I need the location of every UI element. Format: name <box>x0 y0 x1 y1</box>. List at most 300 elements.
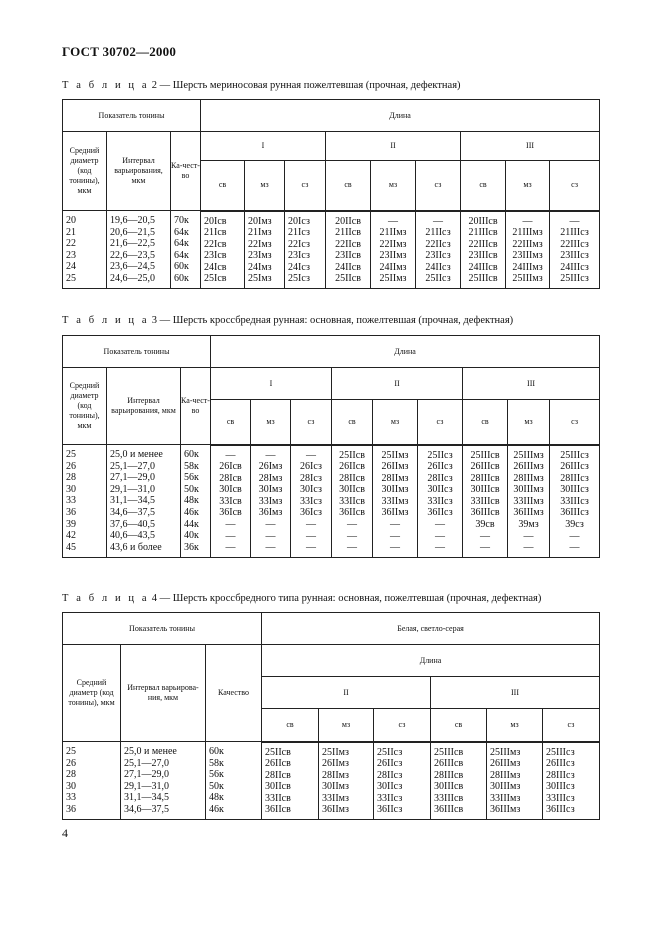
table-cell: 40,6—43,5 <box>110 530 155 542</box>
table-cell: 33IIIсз <box>546 792 575 804</box>
table2-col-I-mz <box>245 211 285 289</box>
table3 <box>62 335 600 558</box>
table-cell: — <box>265 519 276 531</box>
table2-header-diameter: Средний диаметр (код тонины), мкм <box>63 132 107 211</box>
table-cell: 39 <box>66 518 76 530</box>
table4-col-III-mz <box>487 742 543 820</box>
table2-subcol: мз <box>371 161 416 211</box>
table2-header-length: Длина <box>201 100 600 132</box>
table4-col-II-sz <box>374 742 431 820</box>
table-cell: 33 <box>66 792 76 804</box>
table-cell: 20IIсв <box>335 215 361 227</box>
table2-subcol: сз <box>285 161 326 211</box>
table-cell: 25IIIсв <box>470 449 500 461</box>
table-cell: 58к <box>184 460 199 472</box>
table-cell: 48к <box>184 495 199 507</box>
table-cell: 33Iмз <box>258 495 283 507</box>
table4-body-row <box>63 742 600 820</box>
table-cell: — <box>390 542 401 554</box>
table-cell: 58к <box>209 757 224 769</box>
table-cell: 33IIмз <box>322 792 349 804</box>
table-cell: 33IIIсв <box>434 792 464 804</box>
table-cell: 64к <box>174 249 189 261</box>
table-cell: — <box>480 530 491 542</box>
table-cell: 30IIIсз <box>560 484 589 496</box>
table-cell: 21,6—22,5 <box>110 238 155 250</box>
table-cell: 37,6—40,5 <box>110 518 155 530</box>
table-cell: 22IIIсв <box>468 238 498 250</box>
table4-header-indicator: Показатель тонины <box>63 613 262 645</box>
table2-col-III-sv <box>461 211 506 289</box>
table2-subcol: св <box>326 161 371 211</box>
table-cell: 28IIIсв <box>470 472 500 484</box>
table-cell: 25Iмз <box>248 273 272 285</box>
table-cell: 33IIмз <box>381 495 409 507</box>
table-cell: 24IIмз <box>379 261 407 273</box>
table-cell: 36IIIсв <box>470 507 500 519</box>
table-cell: 23,6—24,5 <box>110 261 155 273</box>
table3-col-I-mz <box>251 445 291 558</box>
table2-subcol: сз <box>416 161 461 211</box>
table-cell: 26IIIсв <box>470 461 500 473</box>
table-cell: — <box>265 530 276 542</box>
table-cell: — <box>225 542 236 554</box>
table2-col-I-sz <box>285 211 326 289</box>
table3-subcol: сз <box>550 400 600 445</box>
table-cell: 25Iсз <box>288 273 310 285</box>
table4-col-quality <box>206 742 262 820</box>
table-cell: 22Iсз <box>288 238 310 250</box>
table-cell: 64к <box>174 238 189 250</box>
table2-col-II-sz <box>416 211 461 289</box>
table-cell: 24Iсв <box>204 261 227 273</box>
table2-col-III-mz <box>506 211 550 289</box>
table2-col-II-sv <box>326 211 371 289</box>
table-cell: 28IIIсв <box>434 769 464 781</box>
table-cell: 30IIсз <box>427 484 453 496</box>
table2-subcol: св <box>461 161 506 211</box>
table-cell: 28Iмз <box>258 472 283 484</box>
table4-subcol: сз <box>374 709 431 742</box>
table-cell: 24IIIмз <box>512 261 543 273</box>
table-cell: — <box>435 530 446 542</box>
table-cell: 44к <box>184 518 199 530</box>
table3-subcol: мз <box>508 400 550 445</box>
table-cell: 25 <box>66 272 76 284</box>
table-cell: 56к <box>209 769 224 781</box>
table3-caption-text: 3 — Шерсть кроссбредная рунная: основная, пожелтевшая (прочная, дефектная) <box>151 315 514 326</box>
table3-caption <box>62 315 513 326</box>
table4-group-2: III <box>431 677 600 709</box>
table4-caption-label: Т а б л и ц а <box>62 593 150 604</box>
table-cell: 25 <box>66 746 76 757</box>
table-cell: 23IIсз <box>425 250 451 262</box>
table-cell: 30IIмз <box>322 781 349 793</box>
table-cell: — <box>388 215 399 227</box>
table4-group-1: II <box>262 677 431 709</box>
table2-subcol: сз <box>550 161 600 211</box>
table-cell: 36IIIмз <box>490 804 521 816</box>
table4-header-diameter: Средний диаметр (код тонины), мкм <box>63 645 121 742</box>
table4-col-II-mz <box>319 742 374 820</box>
table2-caption <box>62 80 461 91</box>
table3-subcol: мз <box>373 400 418 445</box>
table2-subcol: мз <box>245 161 285 211</box>
table3-col-II-mz <box>373 445 418 558</box>
table-cell: 21 <box>66 226 76 238</box>
table-cell: 33IIIсв <box>470 495 500 507</box>
table-cell: 31,1—34,5 <box>124 792 169 804</box>
table-cell: 30 <box>66 483 76 495</box>
table-cell: 36IIмз <box>322 804 349 816</box>
table-cell: — <box>306 542 317 554</box>
table-cell: 25 <box>66 449 76 460</box>
table-cell: 22Iсв <box>204 238 227 250</box>
table-cell: 23IIIмз <box>512 250 543 262</box>
table-cell: 33 <box>66 495 76 507</box>
table-cell: 26IIIсв <box>434 758 464 770</box>
table3-col-I-sv <box>211 445 251 558</box>
table-cell: — <box>569 542 580 554</box>
table4-col-III-sv <box>431 742 487 820</box>
table-cell: 36IIсв <box>265 804 291 816</box>
table-cell: 22IIсз <box>425 238 451 250</box>
document-header: ГОСТ 30702—2000 <box>62 44 177 59</box>
table2-body-row <box>63 211 600 289</box>
table-cell: — <box>433 215 444 227</box>
table-cell: 33IIсв <box>265 792 291 804</box>
table-cell: — <box>225 530 236 542</box>
table-cell: 20 <box>66 215 76 226</box>
table-cell: 46к <box>209 803 224 815</box>
table-cell: — <box>523 530 534 542</box>
table-cell: 28 <box>66 472 76 484</box>
table-cell: 26IIIмз <box>513 461 544 473</box>
table2-col-I-sv <box>201 211 245 289</box>
table2-col-quality <box>171 211 201 289</box>
table3-header-length: Длина <box>211 336 600 368</box>
table3-header-diameter: Средний диаметр (код тонины), мкм <box>63 368 107 445</box>
table-cell: 23IIIсз <box>560 250 589 262</box>
table-cell: 25IIIсз <box>560 449 589 461</box>
table2-col-II-mz <box>371 211 416 289</box>
table-cell: 26 <box>66 757 76 769</box>
table-cell: 29,1—31,0 <box>110 483 155 495</box>
table-cell: 33Iсв <box>219 495 242 507</box>
table-cell: 33IIIмз <box>490 792 521 804</box>
table2-group-1: I <box>201 132 326 161</box>
table-cell: 24,6—25,0 <box>110 272 155 284</box>
table4-col-diameter <box>63 742 121 820</box>
table2-header-indicator: Показатель тонины <box>63 100 201 132</box>
table-cell: 25IIIсв <box>468 273 498 285</box>
table-cell: 21IIIсв <box>468 227 498 239</box>
table-cell: 46к <box>184 506 199 518</box>
table2-caption-text: 2 — Шерсть мериносовая рунная пожелтевшая (прочная, дефектная) <box>151 80 461 91</box>
table4-col-interval <box>121 742 206 820</box>
table-cell: 20Iмз <box>248 215 272 227</box>
table-cell: 33IIсв <box>339 495 365 507</box>
table-cell: — <box>435 542 446 554</box>
table-cell: — <box>523 542 534 554</box>
table-cell: 24IIсз <box>425 261 451 273</box>
table-cell: 28Iсз <box>300 472 322 484</box>
table2 <box>62 99 600 289</box>
table-cell: 22,6—23,5 <box>110 249 155 261</box>
table-cell: 26IIIсз <box>560 461 589 473</box>
table4-subcol: св <box>262 709 319 742</box>
table4-subcol: св <box>431 709 487 742</box>
table-cell: 26IIсз <box>377 758 403 770</box>
table-cell: 26Iсв <box>219 461 242 473</box>
table-cell: 28IIмз <box>322 769 349 781</box>
table-cell: 28IIсв <box>339 472 365 484</box>
table4-col-II-sv <box>262 742 319 820</box>
table-cell: 25IIсв <box>265 746 291 758</box>
table-cell: 60к <box>174 261 189 273</box>
table-cell: 22Iмз <box>248 238 272 250</box>
table-cell: 36Iсв <box>219 507 242 519</box>
table3-col-II-sz <box>418 445 463 558</box>
table3-header-quality: Ка-чест-во <box>181 368 211 445</box>
table4-header-length: Длина <box>262 645 600 677</box>
table-cell: 23IIIсв <box>468 250 498 262</box>
table4 <box>62 612 600 820</box>
table-cell: 30Iмз <box>258 484 283 496</box>
table-cell: 40к <box>184 530 199 542</box>
table-cell: 25IIмз <box>379 273 407 285</box>
table-cell: — <box>306 530 317 542</box>
table-cell: — <box>225 449 236 461</box>
table-cell: 24Iсз <box>288 261 310 273</box>
table-cell: 21IIмз <box>379 227 407 239</box>
table-cell: 36IIIсв <box>434 804 464 816</box>
table-cell: 56к <box>184 472 199 484</box>
table3-subcol: мз <box>251 400 291 445</box>
table-cell: 70к <box>174 215 189 226</box>
table4-subcol: мз <box>319 709 374 742</box>
table4-subcol: мз <box>487 709 543 742</box>
table-cell: 25IIсз <box>427 449 453 461</box>
table4-caption <box>62 593 541 604</box>
table-cell: 20Iсз <box>288 215 310 227</box>
table3-subcol: сз <box>418 400 463 445</box>
table2-col-III-sz <box>550 211 600 289</box>
table-cell: 22 <box>66 238 76 250</box>
table-cell: — <box>522 215 533 227</box>
table-cell: 26IIсз <box>427 461 453 473</box>
table-cell: 20IIIсв <box>468 215 498 227</box>
table-cell: 28IIIсз <box>546 769 575 781</box>
table-cell: 25IIсз <box>377 746 403 758</box>
table-cell: 25IIIсв <box>434 746 464 758</box>
table-cell: 23Iсз <box>288 250 310 262</box>
table-cell: 23IIмз <box>379 250 407 262</box>
table-cell: 26IIIсз <box>546 758 575 770</box>
table-cell: 36IIсз <box>377 804 403 816</box>
table-cell: 25IIIмз <box>490 746 521 758</box>
table-cell: 30IIIмз <box>513 484 544 496</box>
table-cell: — <box>306 519 317 531</box>
table3-col-interval <box>107 445 181 558</box>
table-cell: 30IIIмз <box>490 781 521 793</box>
table-cell: 36IIсв <box>339 507 365 519</box>
table2-subcol: св <box>201 161 245 211</box>
table-cell: 30IIIсв <box>434 781 464 793</box>
table-cell: 26IIмз <box>381 461 409 473</box>
table-cell: 25IIсз <box>425 273 451 285</box>
table-cell: — <box>390 530 401 542</box>
table-cell: 28IIмз <box>381 472 409 484</box>
table4-header-quality: Качество <box>206 645 262 742</box>
table-cell: 36IIIмз <box>513 507 544 519</box>
table-cell: 60к <box>209 746 224 757</box>
table3-caption-label: Т а б л и ц а <box>62 315 150 326</box>
table-cell: 30Iсв <box>219 484 242 496</box>
table-cell: 22IIмз <box>379 238 407 250</box>
table2-group-2: II <box>326 132 461 161</box>
table-cell: 36 <box>66 803 76 815</box>
table-cell: 45 <box>66 541 76 553</box>
table2-col-diameter <box>63 211 107 289</box>
table-cell: 25,0 и менее <box>124 746 177 757</box>
table-cell: 50к <box>184 483 199 495</box>
table2-subcol: мз <box>506 161 550 211</box>
table3-col-I-sz <box>291 445 332 558</box>
table-cell: 24 <box>66 261 76 273</box>
table-cell: 22IIсв <box>335 238 361 250</box>
table-cell: 25IIсв <box>335 273 361 285</box>
table-cell: 25IIсв <box>339 449 365 461</box>
table-cell: 25IIIсз <box>560 273 589 285</box>
table-cell: 25IIмз <box>322 746 349 758</box>
table-cell: 30 <box>66 780 76 792</box>
table-cell: 20,6—21,5 <box>110 226 155 238</box>
table-cell: 50к <box>209 780 224 792</box>
table4-subcol: сз <box>543 709 600 742</box>
table3-subcol: сз <box>291 400 332 445</box>
table3-group-2: II <box>332 368 463 400</box>
table3-subcol: св <box>463 400 508 445</box>
table-cell: 30IIсз <box>377 781 403 793</box>
table-cell: 20Iсв <box>204 215 227 227</box>
table-cell: 21Iмз <box>248 227 272 239</box>
table-cell: 19,6—20,5 <box>110 215 155 226</box>
table-cell: 31,1—34,5 <box>110 495 155 507</box>
table-cell: 36к <box>184 541 199 553</box>
table-cell: 39мз <box>518 519 539 531</box>
table-cell: 64к <box>174 226 189 238</box>
table-cell: 36IIIсз <box>560 507 589 519</box>
table-cell: — <box>306 449 317 461</box>
table-cell: 39св <box>475 519 495 531</box>
table-cell: 60к <box>184 449 199 460</box>
table-cell: 28 <box>66 769 76 781</box>
table3-col-III-sz <box>550 445 600 558</box>
table-cell: 22IIIсз <box>560 238 589 250</box>
table-cell: 28IIIмз <box>490 769 521 781</box>
table-cell: 27,1—29,0 <box>124 769 169 781</box>
table-cell: 36IIIсз <box>546 804 575 816</box>
table-cell: 36 <box>66 506 76 518</box>
table-cell: 30Iсз <box>300 484 322 496</box>
table-cell: 30IIсв <box>339 484 365 496</box>
table-cell: 36Iсз <box>300 507 322 519</box>
table-cell: 28IIIсз <box>560 472 589 484</box>
table-cell: — <box>390 519 401 531</box>
table4-caption-text: 4 — Шерсть кроссбредного типа рунная: основная, пожелтевшая (прочная, дефектная) <box>151 593 542 604</box>
table-cell: 26Iмз <box>258 461 283 473</box>
table3-col-III-sv <box>463 445 508 558</box>
table3-subcol: св <box>211 400 251 445</box>
table2-col-interval <box>107 211 171 289</box>
table-cell: 33IIIмз <box>513 495 544 507</box>
table-cell: — <box>265 542 276 554</box>
table2-header-interval: Интервал варьирования, мкм <box>107 132 171 211</box>
table-cell: 26IIмз <box>322 758 349 770</box>
table-cell: 21IIIмз <box>512 227 543 239</box>
table-cell: 26 <box>66 460 76 472</box>
table-cell: — <box>569 215 580 227</box>
table-cell: 25,0 и менее <box>110 449 163 460</box>
table-cell: 25IIIмз <box>512 273 543 285</box>
table3-subcol: св <box>332 400 373 445</box>
table-cell: 26IIсв <box>265 758 291 770</box>
table-cell: 48к <box>209 792 224 804</box>
table-cell: 34,6—37,5 <box>110 506 155 518</box>
table4-header-color: Белая, светло-серая <box>262 613 600 645</box>
table-cell: 28IIсз <box>427 472 453 484</box>
table-cell: 21Iсв <box>204 227 227 239</box>
table-cell: 21IIсв <box>335 227 361 239</box>
table3-col-diameter <box>63 445 107 558</box>
table-cell: 33IIсз <box>427 495 453 507</box>
table2-group-3: III <box>461 132 600 161</box>
table-cell: — <box>265 449 276 461</box>
table3-col-III-mz <box>508 445 550 558</box>
page-number: 4 <box>62 826 68 840</box>
table-cell: 26Iсз <box>300 461 322 473</box>
table-cell: 25,1—27,0 <box>124 757 169 769</box>
table-cell: — <box>225 519 236 531</box>
table-cell: — <box>569 530 580 542</box>
table-cell: 25IIIсз <box>546 746 575 758</box>
table-cell: 24IIIсв <box>468 261 498 273</box>
table-cell: 30IIIсв <box>470 484 500 496</box>
table-cell: 21IIсз <box>425 227 451 239</box>
table-cell: 34,6—37,5 <box>124 803 169 815</box>
table-cell: 25Iсв <box>204 273 227 285</box>
table-cell: 23Iмз <box>248 250 272 262</box>
table-cell: 25,1—27,0 <box>110 460 155 472</box>
table-cell: 27,1—29,0 <box>110 472 155 484</box>
table-cell: 30IIмз <box>381 484 409 496</box>
table2-header-quality: Ка-чест-во <box>171 132 201 211</box>
table-cell: — <box>347 542 358 554</box>
table-cell: 25IIIмз <box>513 449 544 461</box>
table-cell: 30IIIсз <box>546 781 575 793</box>
table-cell: 24IIIсз <box>560 261 589 273</box>
table-cell: 39сз <box>565 519 584 531</box>
table-cell: 28IIIмз <box>513 472 544 484</box>
table-cell: 26IIсв <box>339 461 365 473</box>
table4-col-III-sz <box>543 742 600 820</box>
table-cell: 36IIсз <box>427 507 453 519</box>
table-cell: — <box>347 530 358 542</box>
table-cell: 33IIсз <box>377 792 403 804</box>
table-cell: 28IIсв <box>265 769 291 781</box>
table-cell: 42 <box>66 530 76 542</box>
